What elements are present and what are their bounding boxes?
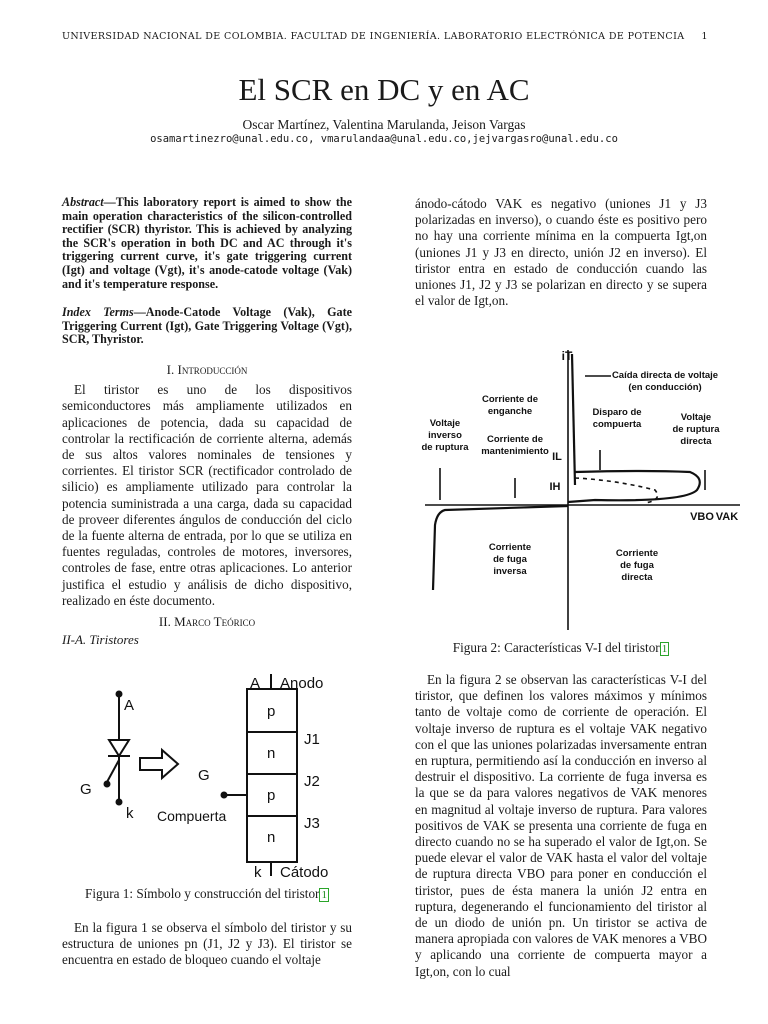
symbol-cathode-label: k [126, 805, 134, 822]
author-emails: osamartinezro@unal.edu.co, vmarulandaa@unal.edu.co,jejvargasro@unal.edu.co [150, 133, 618, 145]
ih-label: IH [549, 481, 561, 493]
section-marco [62, 614, 352, 648]
compuerta-label: Compuerta [157, 808, 227, 824]
figure-1-caption-text: Figura 1: Símbolo y construcción del tiristor [85, 886, 320, 901]
it-axis-label: iT [561, 349, 573, 363]
layer-p2: p [267, 787, 276, 804]
enganche-label-1: Corriente de [482, 394, 538, 405]
symbol-gate-label: G [80, 781, 92, 798]
figure-2-caption-text: Figura 2: Características V-I del tiristor [452, 640, 660, 655]
subsection-title: II-A. Tiristores [62, 632, 139, 648]
figure-1-paragraph [62, 920, 352, 969]
vinv-label-3: de ruptura [421, 442, 469, 453]
fuga-directa-label-2: de fuga [620, 560, 654, 571]
il-label: IL [552, 451, 562, 463]
junction-j3: J3 [304, 815, 320, 832]
figure-2-caption [415, 640, 707, 656]
catodo-label: Cátodo [280, 864, 329, 881]
running-title: UNIVERSIDAD NACIONAL DE COLOMBIA. FACULTAD DE INGENIERÍA. LABORATORIO ELECTRÓNICA DE POTENCIA [62, 31, 685, 42]
cathode-letter: k [254, 864, 262, 881]
abstract-text: —This laboratory report is aimed to show the main operation characteristics of the silicon-controlled rectifier (SCR) thyristor. This is achieved by analyzing the SCR's operation in both DC and AC through it's triggering current curve, it's gate triggering current (Igt) and voltage (Vgt), it's anode-catode voltage (Vak) and it's temperature response. [62, 195, 352, 291]
layer-p1: p [267, 703, 276, 720]
anodo-label: Anodo [280, 675, 324, 692]
fuga-directa-label-3: directa [621, 572, 653, 583]
fig1-paragraph-text: En la figura 1 se observa el símbolo del tiristor y su estructura de uniones pn (J1, J2 y J3). El tiristor se encuentra en estado de bloqueo cuando el voltaje [62, 920, 352, 968]
mantenimiento-label-2: mantenimiento [481, 446, 549, 457]
vinv-label-2: inverso [428, 430, 462, 441]
disparo-label-2: compuerta [592, 419, 642, 430]
fuga-inversa-label-1: Corriente [488, 542, 532, 553]
caida-label-2: (en conducción) [628, 382, 702, 393]
layer-n2: n [267, 829, 276, 846]
layer-n1: n [267, 745, 276, 762]
abstract-label: Abstract [62, 195, 104, 209]
section-title-1: I. Introducción [166, 362, 248, 377]
gate-letter: G [198, 767, 210, 784]
junction-j1: J1 [304, 731, 320, 748]
page-number: 1 [701, 31, 708, 42]
vinv-label-1: Voltaje [429, 418, 461, 429]
vak-label: VAK [715, 511, 739, 523]
fuga-inversa-label-3: inversa [493, 566, 527, 577]
anode-letter: A [250, 675, 261, 692]
running-header [62, 31, 708, 42]
vruptura-label-1: Voltaje [680, 412, 712, 423]
vruptura-label-3: directa [680, 436, 712, 447]
citation-link[interactable]: 1 [321, 889, 327, 901]
disparo-label-1: Disparo de [592, 407, 642, 418]
symbol-anode-label: A [124, 697, 135, 714]
right-top-text: ánodo-cátodo VAK es negativo (uniones J1 y J3 polarizadas en inverso), o cuando éste es positivo pero no hay una corriente mínima en la compuerta Igt,on (uniones J1 y J3 en directo, unión J2 en inverso). El tiristor entra en estado de conducción cuando las uniones J1, J2 y J3 se polarizan en directo y se supera el valor de Igt,on. [415, 196, 707, 309]
right-bottom-paragraph [415, 672, 707, 980]
mantenimiento-label-1: Corriente de [487, 434, 543, 445]
figure-1-caption [62, 886, 352, 902]
abstract [62, 196, 352, 291]
index-terms [62, 306, 352, 347]
caida-label-1: Caída directa de voltaje [611, 370, 719, 381]
citation-link-2[interactable]: 1 [661, 643, 668, 655]
right-top-paragraph [415, 196, 707, 309]
fuga-inversa-label-2: de fuga [493, 554, 527, 565]
fuga-directa-label-1: Corriente [615, 548, 659, 559]
index-terms-label: Index Terms [62, 305, 134, 319]
right-bottom-text: En la figura 2 se observan las características V-I del tiristor, que definen los valores máximos y mínimos tanto de voltaje como de corriente de operación. El voltaje inverso de ruptura es el voltaje VAK negativo con el que las uniones polarizadas inversamente entran en ruptura, permitiendo así la conducción en inverso al destruir el dispositivo. La corriente de fuga inversa es la que se da para valores negativos de VAK menores en magnitud al voltaje inverso de ruptura. Para valores positivos de VAK se presenta una corriente de fuga en directo cuando no se ha superado el valor de Igt,on. Se puede elevar el valor de VAK hasta el valor del voltaje de ruptura directa VBO para poner en conducción el tiristor, pues de ésta manera la unión J2 entra en ruptura, degenerando el funcionamiento del tiristor al de un diodo de unión pn. Un tiristor se activa de manera apropiada con valores de VAK menores a VBO y aplicando una corriente de compuerta mayor a Igt,on, con lo cual [415, 672, 707, 979]
vbo-label: VBO [690, 511, 714, 523]
index-terms-text: —Anode-Catode Voltage (Vak), Gate Triggering Current (Igt), Gate Triggering Voltage (Vgt), SCR, Thyristor. [62, 305, 352, 347]
junction-j2: J2 [304, 773, 320, 790]
figure-1-thyristor-structure [62, 664, 352, 884]
paper-title: El SCR en DC y en AC [238, 72, 530, 107]
section-title-2: II. Marco Teórico [158, 614, 256, 629]
vruptura-label-2: de ruptura [672, 424, 720, 435]
figure-2-vi-characteristics [415, 340, 745, 630]
paper-authors: Oscar Martínez, Valentina Marulanda, Jeison Vargas [242, 117, 526, 132]
section-introduccion [62, 362, 352, 609]
intro-paragraph: El tiristor es uno de los dispositivos semiconductores más ampliamente utilizados en aplicaciones de potencia, dada su capacidad de controlar la rectificación de corriente alterna, además de sus altos valores nominales de tensiones y corrientes. El tiristor SCR (rectificador controlado de silicio) es ampliamente utilizado para controlar la potencia suministrada a una carga, dada su capacidad de proveer diferentes ángulos de conducción del ciclo de la fuente alterna de entrada, por lo que se utiliza en fuentes reguladas, controles de motores, inversores, controles de fase, entre otras aplicaciones. Lo anterior justifica el estudio y análisis de dicho dispositivo, realizado en éste documento. [62, 382, 352, 608]
enganche-label-2: enganche [487, 406, 533, 417]
